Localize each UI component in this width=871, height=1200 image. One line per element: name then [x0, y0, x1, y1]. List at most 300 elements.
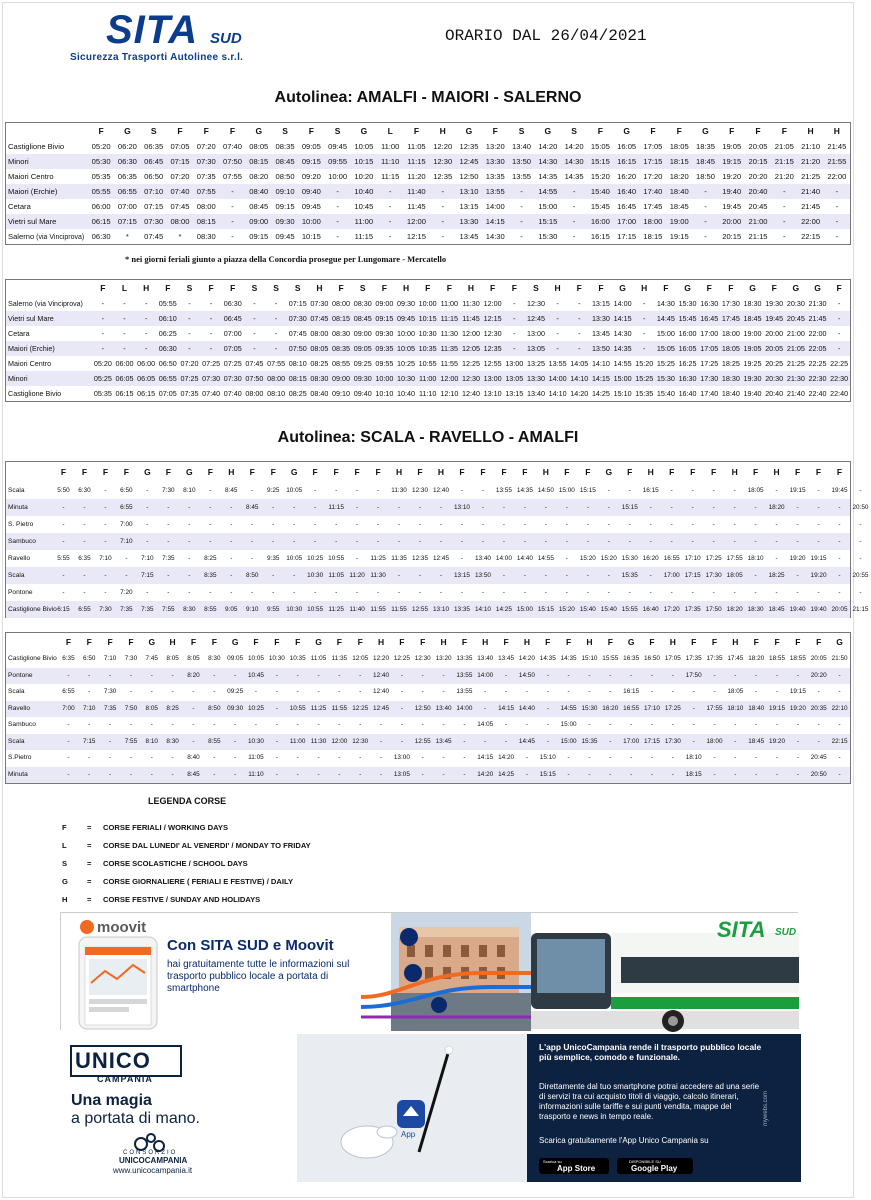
legend-key: F — [62, 823, 67, 832]
time-cell: 06:00 — [115, 359, 134, 368]
time-cell: 20:30 — [786, 299, 805, 308]
time-cell: - — [796, 504, 799, 511]
time-cell: - — [607, 521, 610, 528]
time-cell: - — [565, 555, 568, 562]
trip-type-code: F — [399, 637, 405, 647]
moovit-body: hai gratuitamente tutte le informazioni sul trasporto pubblico locale a portata di smartphone — [167, 959, 350, 994]
stop-name: Sambuco — [8, 538, 36, 545]
time-cell: - — [628, 589, 631, 596]
time-cell: - — [377, 589, 380, 596]
time-cell: 08:30 — [310, 374, 329, 383]
time-cell: 6:15 — [57, 606, 70, 613]
time-cell: 7:35 — [103, 704, 117, 712]
moovit-headline: Con SITA SUD e Moovit — [167, 937, 334, 954]
time-cell: 15:20 — [600, 555, 617, 562]
time-cell: 11:15 — [440, 314, 459, 323]
time-cell: 9:55 — [266, 606, 280, 613]
time-cell: 13:45 — [498, 655, 515, 662]
time-cell: 08:35 — [275, 142, 295, 151]
time-cell: 17:05 — [700, 344, 719, 353]
trip-type-code: H — [641, 283, 648, 293]
time-cell: 13:30 — [591, 314, 610, 323]
time-cell: - — [525, 688, 528, 695]
trip-type-code: H — [482, 637, 489, 647]
time-cell: 14:00 — [613, 299, 632, 308]
time-cell: 10:00 — [328, 172, 348, 181]
time-cell: 08:45 — [275, 157, 295, 166]
time-cell: - — [359, 688, 362, 695]
time-cell: - — [671, 671, 674, 679]
time-cell: 12:20 — [433, 142, 453, 151]
time-cell: 7:45 — [145, 655, 158, 662]
time-cell: - — [523, 572, 526, 579]
time-cell: - — [713, 688, 716, 695]
time-cell: 15:40 — [579, 606, 596, 613]
time-cell: - — [144, 329, 148, 338]
time-cell: - — [838, 688, 841, 695]
app-store-button[interactable]: App Store — [557, 1164, 596, 1173]
timetable-scala-amalfi — [5, 461, 869, 618]
time-cell: - — [88, 688, 91, 695]
time-cell: - — [104, 487, 107, 494]
time-cell: 21:30 — [808, 299, 827, 308]
table-row — [6, 584, 862, 601]
stop-name: Castiglione Bivio — [8, 655, 57, 662]
time-cell: 6:55 — [120, 504, 133, 511]
time-cell: 09:55 — [375, 359, 394, 368]
time-cell: 11:55 — [391, 606, 407, 613]
time-cell: 18:30 — [721, 374, 740, 383]
time-cell: 7:10 — [141, 555, 154, 562]
time-cell: 11:15 — [380, 172, 400, 181]
time-cell: 13:55 — [485, 187, 505, 196]
time-cell: 18:00 — [721, 329, 740, 338]
time-cell: 15:30 — [581, 704, 598, 712]
time-cell: 09:35 — [375, 344, 394, 353]
time-cell: 15:40 — [656, 389, 675, 398]
time-cell: - — [421, 671, 424, 679]
time-cell: - — [317, 721, 320, 728]
trip-type-code: H — [437, 467, 445, 477]
trip-type-code: F — [461, 637, 468, 647]
time-cell: 18:45 — [669, 202, 689, 211]
time-cell: - — [441, 217, 444, 226]
stop-name: Maiori Centro — [8, 172, 54, 181]
logo-text: SITA — [106, 8, 199, 52]
time-cell: 12:40 — [373, 688, 390, 695]
time-cell: 10:30 — [418, 329, 437, 338]
time-cell: - — [578, 314, 581, 323]
time-cell: - — [335, 521, 338, 528]
time-cell: 7:20 — [120, 589, 133, 596]
time-cell: 14:30 — [613, 329, 632, 338]
time-cell: - — [630, 721, 633, 728]
time-cell: 13:00 — [505, 359, 524, 368]
time-cell: - — [630, 754, 633, 761]
time-cell: 19:40 — [789, 606, 806, 613]
trip-type-code: F — [107, 637, 113, 647]
time-cell: - — [505, 688, 508, 695]
table-row — [6, 717, 850, 734]
time-cell: 19:45 — [722, 202, 742, 211]
trip-type-code: F — [711, 637, 718, 647]
time-cell: 11:00 — [354, 217, 374, 226]
time-cell: 18:10 — [685, 754, 702, 761]
time-cell: 06:55 — [158, 374, 177, 383]
time-cell: - — [838, 572, 841, 579]
trip-type-code: F — [459, 467, 465, 477]
time-cell: 14:00 — [456, 704, 473, 712]
time-cell: 15:05 — [590, 142, 610, 151]
stop-name: Maiori Centro — [8, 359, 52, 368]
trip-type-code: F — [420, 637, 426, 647]
time-cell: - — [588, 721, 591, 728]
time-cell: - — [733, 487, 736, 494]
time-cell: 10:55 — [418, 359, 437, 368]
time-cell: 10:00 — [375, 374, 394, 383]
time-cell: 14:30 — [656, 299, 675, 308]
time-cell: 07:00 — [117, 202, 137, 211]
trip-type-code: F — [274, 637, 280, 647]
time-cell: - — [253, 314, 256, 323]
time-cell: - — [481, 589, 485, 596]
time-cell: 7:35 — [162, 555, 175, 562]
unico-paragraph-1: L'app UnicoCampania rende il trasporto pubblico locale più semplice, comodo e funzionale. — [539, 1042, 762, 1062]
time-cell: 18:00 — [706, 737, 723, 745]
stop-name: S. Pietro — [8, 521, 34, 528]
time-cell: 06:25 — [158, 329, 177, 338]
time-cell: 15:20 — [558, 606, 575, 613]
time-cell: 7:15 — [141, 572, 154, 579]
trip-type-code: F — [86, 637, 92, 647]
table-row — [6, 326, 850, 341]
time-cell: 22:00 — [808, 329, 827, 338]
time-cell: 14:50 — [518, 671, 535, 679]
time-cell: 21:15 — [774, 157, 794, 166]
time-cell: - — [588, 671, 591, 679]
table-row — [6, 229, 850, 244]
time-cell: 16:00 — [678, 329, 697, 338]
time-cell: 19:40 — [743, 389, 762, 398]
line1-title: Autolinea: AMALFI - MAIORI - SALERNO — [274, 89, 582, 106]
time-cell: 14:25 — [591, 389, 610, 398]
time-cell: 09:45 — [397, 314, 416, 323]
time-cell: - — [192, 737, 195, 745]
time-cell: - — [859, 589, 862, 596]
time-cell: 05:30 — [91, 157, 111, 166]
time-cell: 07:55 — [223, 172, 243, 181]
time-cell: - — [692, 737, 695, 745]
time-cell: - — [649, 504, 652, 511]
time-cell: 12:25 — [393, 655, 410, 662]
time-cell: 12:30 — [352, 737, 369, 745]
time-cell: - — [377, 487, 380, 494]
legend-text: CORSE GIORNALIERE ( FERIALI E FESTIVE) / DAILY — [103, 877, 294, 886]
time-cell: - — [609, 754, 612, 761]
time-cell: 15:05 — [656, 344, 675, 353]
trip-type-code: H — [732, 637, 739, 647]
trip-type-code: F — [295, 637, 301, 647]
trip-type-code: F — [357, 637, 363, 647]
time-cell: 17:25 — [664, 704, 681, 712]
time-cell: 09:40 — [301, 187, 321, 196]
time-cell: 13:25 — [526, 359, 545, 368]
time-cell: 10:35 — [289, 655, 306, 662]
time-cell: - — [838, 555, 841, 562]
time-cell: 17:10 — [684, 555, 701, 562]
time-cell: - — [441, 187, 444, 196]
table-row — [6, 651, 850, 668]
time-cell: - — [713, 671, 716, 679]
trip-type-code: H — [402, 283, 410, 293]
time-cell: - — [838, 538, 841, 545]
unico-paragraph-3: Scarica gratuitamente l'App Unico Campania su — [539, 1136, 709, 1145]
time-cell: 05:20 — [93, 359, 112, 368]
trip-type-code: F — [381, 283, 387, 293]
time-cell: - — [171, 754, 174, 761]
time-cell: 20:05 — [765, 344, 784, 353]
time-cell: 7:10 — [83, 704, 96, 712]
trip-type-code: F — [711, 467, 717, 477]
trip-type-code: H — [773, 467, 780, 477]
time-cell: - — [817, 721, 820, 728]
bus-sita-sud: SUD — [775, 927, 797, 938]
time-cell: - — [439, 589, 443, 596]
time-cell: 06:55 — [117, 187, 137, 196]
time-cell: 18:05 — [721, 344, 740, 353]
time-cell: 05:35 — [91, 172, 111, 181]
time-cell: 8:50 — [208, 704, 221, 712]
time-cell: 15:25 — [656, 359, 675, 368]
app-store-small: Scarica su — [543, 1159, 562, 1164]
time-cell: 10:55 — [307, 606, 324, 613]
time-cell: 18:15 — [669, 157, 689, 166]
time-cell: 12:35 — [433, 172, 453, 181]
moovit-banner[interactable] — [60, 912, 798, 1030]
time-cell: 06:50 — [158, 359, 177, 368]
trip-type-code: F — [607, 637, 613, 647]
time-cell: - — [129, 688, 132, 695]
time-cell: 12:50 — [459, 172, 479, 181]
time-cell: - — [463, 737, 466, 745]
time-cell: 17:30 — [721, 299, 740, 308]
time-cell: 14:30 — [485, 232, 505, 241]
time-cell: 08:10 — [267, 389, 286, 398]
trip-type-code: H — [523, 637, 530, 647]
time-cell: 16:20 — [602, 704, 619, 712]
unico-website[interactable]: www.unicocampania.it — [113, 1166, 193, 1175]
time-cell: 6:50 — [83, 655, 96, 662]
time-cell: 08:40 — [310, 389, 329, 398]
time-cell: 22:05 — [808, 344, 827, 353]
time-cell: 10:05 — [354, 142, 374, 151]
time-cell: 11:10 — [380, 157, 400, 166]
trip-type-code: F — [781, 126, 787, 136]
time-cell: - — [670, 504, 673, 511]
time-cell: - — [123, 299, 126, 308]
time-cell: - — [167, 572, 170, 579]
time-cell: 08:55 — [332, 359, 351, 368]
time-cell: 11:30 — [391, 487, 407, 494]
time-cell: 18:20 — [748, 655, 765, 662]
time-cell: 12:40 — [461, 389, 480, 398]
time-cell: - — [567, 671, 570, 679]
stop-name: Castiglione Bivio — [8, 606, 57, 613]
time-cell: 7:50 — [124, 704, 138, 712]
time-cell: 12:15 — [406, 232, 426, 241]
time-cell: 07:20 — [180, 359, 199, 368]
time-cell: 10:40 — [354, 187, 374, 196]
time-cell: - — [817, 521, 820, 528]
time-cell: - — [400, 671, 403, 679]
time-cell: 19:15 — [810, 555, 827, 562]
time-cell: 16:30 — [678, 374, 697, 383]
time-cell: - — [296, 671, 299, 679]
time-cell: 09:25 — [353, 359, 372, 368]
time-cell: - — [817, 737, 820, 745]
time-cell: 17:20 — [643, 172, 663, 181]
trip-type-code: F — [729, 126, 735, 136]
time-cell: 14:40 — [518, 704, 535, 712]
time-cell: 11:00 — [418, 374, 437, 383]
time-cell: - — [359, 721, 362, 728]
time-cell: 9:35 — [266, 555, 280, 562]
time-cell: 11:15 — [354, 232, 374, 241]
table-row — [6, 750, 850, 767]
time-cell: 10:00 — [418, 299, 437, 308]
trip-type-code: G — [255, 126, 263, 136]
time-cell: - — [275, 754, 278, 761]
time-cell: - — [523, 521, 526, 528]
time-cell: 09:15 — [249, 232, 269, 241]
trip-type-code: H — [440, 637, 447, 647]
trip-type-code: G — [186, 467, 193, 477]
time-cell: 07:25 — [202, 359, 221, 368]
time-cell: 08:30 — [196, 232, 216, 241]
trip-type-code: G — [792, 283, 800, 293]
time-cell: 08:05 — [310, 344, 329, 353]
time-cell: - — [209, 504, 212, 511]
time-cell: - — [397, 572, 401, 579]
time-cell: - — [484, 704, 487, 712]
table-row — [6, 341, 850, 356]
time-cell: 09:05 — [227, 655, 244, 662]
time-cell: 18:35 — [695, 142, 715, 151]
time-cell: 20:20 — [810, 671, 827, 679]
time-cell: - — [293, 589, 296, 596]
time-cell: - — [101, 329, 105, 338]
time-cell: 17:00 — [617, 217, 637, 226]
legend-text: CORSE FERIALI / WORKING DAYS — [103, 823, 229, 832]
time-cell: 21:40 — [801, 187, 821, 196]
time-cell: - — [734, 671, 737, 679]
time-cell: 10:05 — [397, 344, 416, 353]
time-cell: 7:15 — [83, 737, 96, 745]
time-cell: 13:40 — [477, 655, 494, 662]
app-icon-label: App — [401, 1130, 416, 1139]
time-cell: 10:30 — [307, 572, 324, 579]
unico-logo-sub: CAMPANIA — [97, 1074, 153, 1084]
time-cell: 07:30 — [196, 157, 216, 166]
time-cell: - — [783, 202, 786, 211]
time-cell: - — [272, 589, 275, 596]
time-cell: 18:15 — [685, 770, 702, 778]
time-cell: 8:55 — [204, 606, 217, 613]
time-cell: 21:25 — [786, 359, 805, 368]
time-cell: - — [231, 217, 234, 226]
time-cell: - — [314, 487, 317, 494]
trip-type-code: F — [511, 283, 517, 293]
time-cell: 21:40 — [786, 389, 805, 398]
time-cell: - — [254, 721, 258, 728]
unico-campania-banner[interactable] — [57, 1034, 801, 1182]
trip-type-code: G — [148, 637, 156, 647]
trip-type-code: G — [124, 126, 131, 136]
time-cell: 17:05 — [664, 655, 681, 662]
time-cell: 11:05 — [310, 655, 327, 662]
time-cell: 13:55 — [456, 671, 473, 679]
time-cell: - — [588, 754, 591, 761]
time-cell: - — [317, 770, 320, 778]
time-cell: - — [609, 737, 612, 745]
time-cell: 13:30 — [526, 374, 545, 383]
time-cell: 16:50 — [643, 655, 660, 662]
time-cell: 18:45 — [695, 157, 715, 166]
time-cell: 7:30 — [103, 688, 117, 695]
time-cell: - — [104, 589, 107, 596]
time-cell: - — [125, 555, 128, 562]
time-cell: - — [188, 589, 191, 596]
time-cell: - — [837, 344, 841, 353]
time-cell: 13:00 — [393, 754, 410, 761]
time-cell: 11:35 — [440, 344, 459, 353]
time-cell: 06:30 — [223, 299, 242, 308]
time-cell: - — [293, 521, 296, 528]
trip-type-code: G — [465, 126, 473, 136]
time-cell: 15:20 — [635, 359, 654, 368]
time-cell: - — [481, 504, 485, 511]
time-cell: - — [129, 770, 132, 778]
table-row — [6, 371, 850, 386]
time-cell: 07:15 — [144, 202, 164, 211]
time-cell: - — [796, 737, 799, 745]
time-cell: 22:40 — [808, 389, 827, 398]
time-cell: - — [234, 671, 237, 679]
stop-name: Ravello — [8, 555, 30, 562]
time-cell: 11:15 — [407, 157, 426, 166]
google-play-button[interactable]: Google Play — [631, 1164, 678, 1173]
time-cell: - — [150, 770, 153, 778]
time-cell: - — [783, 232, 786, 241]
time-cell: - — [418, 572, 422, 579]
time-cell: - — [275, 770, 278, 778]
time-cell: 20:05 — [748, 142, 768, 151]
time-cell: - — [481, 538, 485, 545]
trip-type-code: G — [619, 283, 626, 293]
trip-type-code: F — [208, 283, 214, 293]
time-cell: - — [775, 754, 779, 761]
trip-type-code: F — [100, 283, 106, 293]
time-cell: 08:15 — [332, 314, 351, 323]
time-cell: - — [109, 671, 112, 679]
time-cell: 11:05 — [328, 572, 344, 579]
time-cell: 07:40 — [223, 389, 242, 398]
trip-type-code: F — [649, 637, 655, 647]
trip-type-code: S — [294, 283, 301, 293]
table-row — [6, 701, 850, 718]
table-row — [6, 154, 850, 169]
time-cell: - — [230, 504, 233, 511]
